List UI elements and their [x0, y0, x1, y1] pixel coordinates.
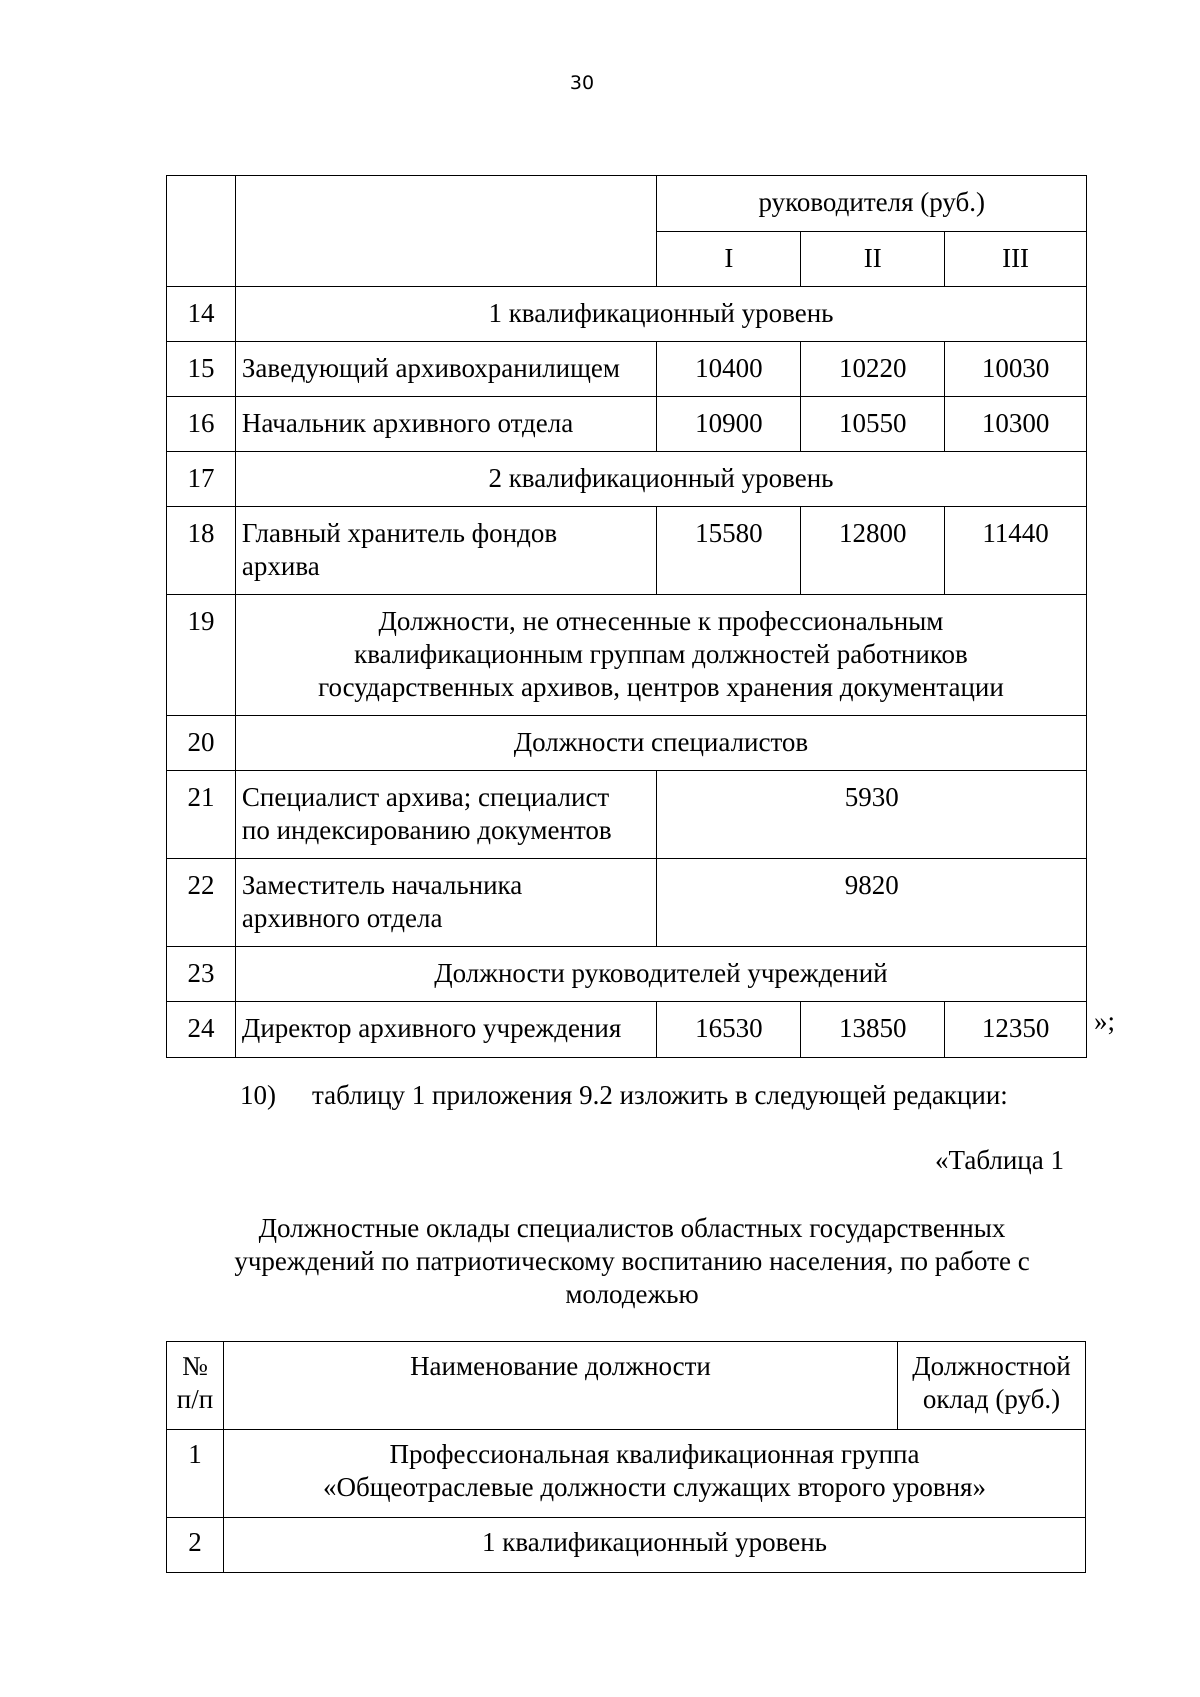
position-name-line: архивного отдела [241, 903, 443, 933]
table-row [167, 452, 1087, 507]
position-name: Заведующий архивохранилищем [235, 342, 657, 397]
section-title-line: «Общеотраслевые должности служащих второго уровня» [322, 1472, 986, 1502]
section-title: Должности специалистов [235, 716, 1086, 771]
row-number: 20 [167, 716, 236, 771]
section-title [223, 1430, 1085, 1518]
table-row [167, 716, 1087, 771]
header-group-title: руководителя (руб.) [657, 176, 1087, 232]
salary-group-3: 10030 [945, 342, 1087, 397]
header-number-line: п/п [176, 1384, 214, 1414]
section-title-line: Профессиональная квалификационная группа [389, 1439, 920, 1469]
position-name-line: Главный хранитель фондов [241, 518, 558, 548]
table-row [167, 1430, 1086, 1518]
salary-group-1: 10400 [657, 342, 801, 397]
row-number: 18 [167, 507, 236, 595]
heading-line: учреждений по патриотическому воспитанию населения, по работе с [234, 1246, 1030, 1276]
row-number: 15 [167, 342, 236, 397]
salary-group-2: 10220 [801, 342, 945, 397]
table-row [167, 859, 1087, 947]
row-number: 14 [167, 287, 236, 342]
table-row [167, 771, 1087, 859]
header-group-2: II [801, 232, 945, 287]
position-name-line: по индексированию документов [241, 815, 612, 845]
section-title [235, 595, 1086, 716]
header-group-1: I [657, 232, 801, 287]
section-title: 2 квалификационный уровень [235, 452, 1086, 507]
table-row [167, 595, 1087, 716]
row-number: 19 [167, 595, 236, 716]
section-title-line: государственных архивов, центров хранения документации [318, 672, 1004, 702]
header-position-name: Наименование должности [223, 1342, 897, 1430]
table-row [167, 287, 1087, 342]
table-label: «Таблица 1 [935, 1145, 1064, 1175]
table-row [167, 1518, 1086, 1573]
specialist-salary-table [166, 1341, 1086, 1573]
row-number: 23 [167, 947, 236, 1002]
salary-merged: 5930 [657, 771, 1087, 859]
section-title-line: квалификационным группам должностей работников [354, 639, 968, 669]
salary-group-2: 12800 [801, 507, 945, 595]
header-number-line: № [182, 1351, 208, 1381]
header-group-3: III [945, 232, 1087, 287]
section-title-line: Должности, не отнесенные к профессиональным [378, 606, 944, 636]
header-empty-name-cell [235, 176, 657, 287]
archive-salary-table [166, 175, 1087, 1058]
position-name [235, 771, 657, 859]
row-number: 24 [167, 1002, 236, 1058]
row-number: 2 [167, 1518, 224, 1573]
header-empty-num-cell [167, 176, 236, 287]
table-heading [166, 1212, 1098, 1311]
position-name-line: Заместитель начальника [241, 870, 523, 900]
salary-group-3: 12350 [945, 1002, 1087, 1058]
row-number: 17 [167, 452, 236, 507]
paragraph-text: таблицу 1 приложения 9.2 изложить в следующей редакции: [312, 1080, 1008, 1110]
salary-group-1: 15580 [657, 507, 801, 595]
header-salary-line: Должностной [912, 1351, 1071, 1381]
page-number: 30 [569, 72, 595, 94]
section-title: 1 квалификационный уровень [235, 287, 1086, 342]
position-name-line: Специалист архива; специалист [241, 782, 610, 812]
position-name-line: архива [241, 551, 320, 581]
table-row [167, 507, 1087, 595]
amendment-paragraph [240, 1080, 1008, 1111]
row-number: 21 [167, 771, 236, 859]
table-row [167, 947, 1087, 1002]
heading-line: молодежью [565, 1279, 699, 1309]
salary-group-1: 16530 [657, 1002, 801, 1058]
row-number: 16 [167, 397, 236, 452]
header-salary [898, 1342, 1086, 1430]
salary-group-2: 10550 [801, 397, 945, 452]
header-number [167, 1342, 224, 1430]
section-title: Должности руководителей учреждений [235, 947, 1086, 1002]
table-row [167, 342, 1087, 397]
section-title: 1 квалификационный уровень [223, 1518, 1085, 1573]
closing-quote-mark: »; [1094, 1006, 1116, 1036]
salary-group-3: 11440 [945, 507, 1087, 595]
table-row [167, 1342, 1086, 1430]
salary-group-3: 10300 [945, 397, 1087, 452]
paragraph-marker: 10) [240, 1080, 276, 1110]
table-row [167, 176, 1087, 232]
table-row [167, 1002, 1087, 1058]
salary-merged: 9820 [657, 859, 1087, 947]
position-name [235, 859, 657, 947]
heading-line: Должностные оклады специалистов областных государственных [258, 1213, 1006, 1243]
row-number: 22 [167, 859, 236, 947]
position-name [235, 507, 657, 595]
position-name: Начальник архивного отдела [235, 397, 657, 452]
salary-group-2: 13850 [801, 1002, 945, 1058]
table-row [167, 397, 1087, 452]
salary-group-1: 10900 [657, 397, 801, 452]
position-name: Директор архивного учреждения [235, 1002, 657, 1058]
row-number: 1 [167, 1430, 224, 1518]
header-salary-line: оклад (руб.) [922, 1384, 1061, 1414]
